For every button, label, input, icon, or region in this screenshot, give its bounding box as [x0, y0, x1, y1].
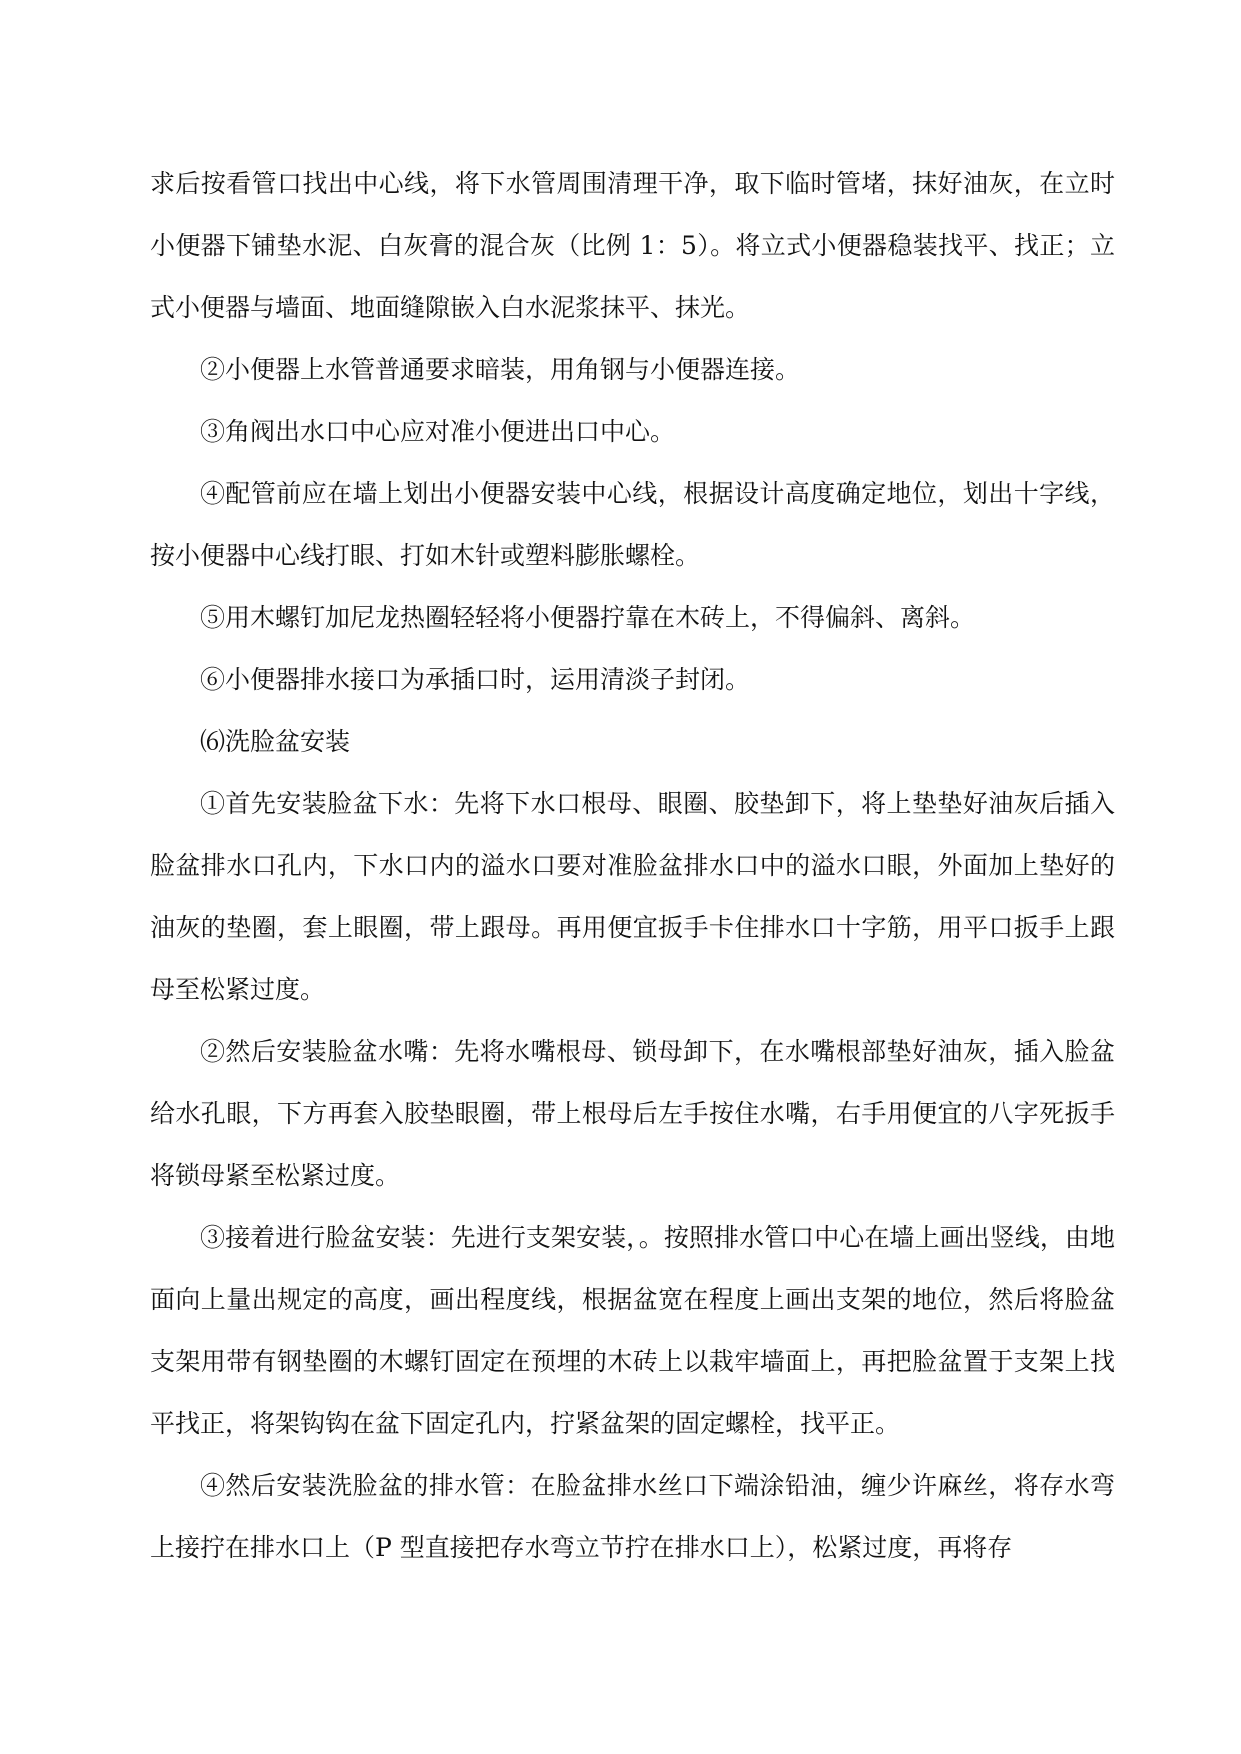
paragraph-step-5: ⑤用木螺钉加尼龙热圈轻轻将小便器拧靠在木砖上，不得偏斜、离斜。: [200, 603, 976, 632]
paragraph-basin-step-1: ①首先安装脸盆下水：先将下水口根母、眼圈、胶垫卸下，将上垫垫好油灰后插入脸盆排水口孔内，下水口内的溢水口要对准脸盆排水口中的溢水口眼，外面加上垫好的油灰的垫圈，套上眼圈，带上跟母。再用便宜扳手卡住排水口十字筋，用平口扳手上跟母至松紧过度。: [150, 789, 1115, 1004]
paragraph-basin-step-4: ④然后安装洗脸盆的排水管：在脸盆排水丝口下端涂铅油，缠少许麻丝，将存水弯上接拧在排水口上（P 型直接把存水弯立节拧在排水口上），松紧过度，再将存: [150, 1471, 1115, 1562]
paragraph-step-6: ⑥小便器排水接口为承插口时，运用清淡子封闭。: [200, 665, 751, 694]
paragraph-basin-step-2: ②然后安装脸盆水嘴：先将水嘴根母、锁母卸下，在水嘴根部垫好油灰，插入脸盆给水孔眼，下方再套入胶垫眼圈，带上根母后左手按住水嘴，右手用便宜的八字死扳手将锁母紧至松紧过度。: [150, 1037, 1115, 1190]
paragraph-step-3: ③角阀出水口中心应对准小便进出口中心。: [200, 417, 676, 446]
paragraph-step-4: ④配管前应在墙上划出小便器安装中心线，根据设计高度确定地位，划出十字线，按小便器中心线打眼、打如木针或塑料膨胀螺栓。: [150, 479, 1115, 570]
paragraph-basin-step-3: ③接着进行脸盆安装：先进行支架安装，。按照排水管口中心在墙上画出竖线，由地面向上量出规定的高度，画出程度线，根据盆宽在程度上画出支架的地位，然后将脸盆支架用带有钢垫圈的木螺钉固定在预埋的木砖上以栽牢墙面上，再把脸盆置于支架上找平找正，将架钩钩在盆下固定孔内，拧紧盆架的固定螺栓，找平正。: [150, 1223, 1115, 1438]
document-body: [150, 153, 1115, 1579]
paragraph-continuation: 求后按看管口找出中心线，将下水管周围清理干净，取下临时管堵，抹好油灰，在立时小便器下铺垫水泥、白灰膏的混合灰（比例 1：5）。将立式小便器稳装找平、找正；立式小便器与墙面、地面缝隙嵌入白水泥浆抹平、抹光。: [150, 169, 1115, 322]
paragraph-step-2: ②小便器上水管普通要求暗装，用角钢与小便器连接。: [200, 355, 801, 384]
section-heading-washbasin: ⑹洗脸盆安装: [200, 727, 351, 756]
